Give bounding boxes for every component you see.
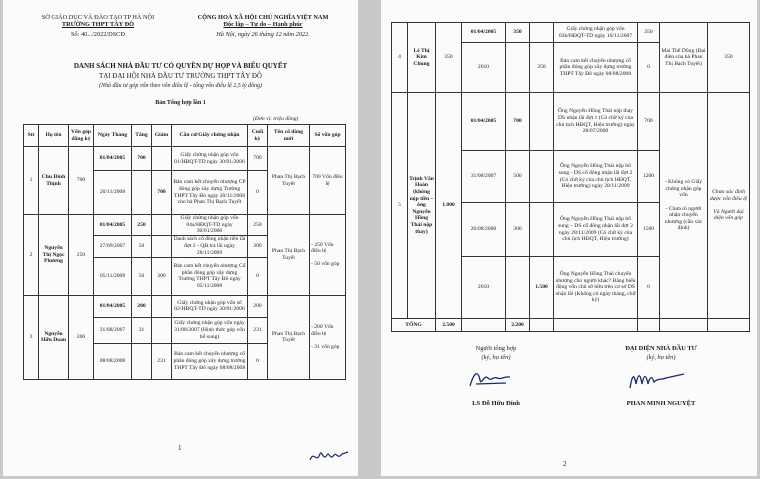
document-page-2: [381, 0, 757, 476]
row-end: 0: [248, 257, 268, 295]
document-number: Số: 40.../2022/DSCĐ: [71, 31, 125, 38]
total-empty: [530, 319, 554, 332]
col-header: Cuối kỳ: [248, 125, 268, 147]
department-name: SỞ GIÁO DỤC VÀ ĐÀO TẠO TP HÀ NỘI: [41, 14, 155, 21]
row-amount: 350: [708, 23, 750, 93]
page-number: 2: [563, 460, 567, 468]
row-registered: 700: [69, 147, 94, 215]
row-basis: Giấy chứng nhận góp vốn 04a/HĐQT-TD ngày 30/01/2006: [172, 215, 248, 236]
row-end: 700: [248, 147, 268, 171]
page-number: 1: [178, 444, 182, 452]
row-end: 350: [638, 23, 660, 43]
row-name: Nguyễn Hữu Doan: [39, 295, 69, 379]
row-name: Trịnh Văn Hoàn (không nộp tiền – ông Nguyễn Hồng Thái nộp thay): [408, 93, 436, 319]
table-row: [24, 215, 346, 236]
row-date: 01/04/2005: [94, 295, 132, 317]
table-title: Bản Tổng hợp lần 1: [155, 100, 206, 106]
row-increase: 500: [506, 151, 530, 203]
shareholder-table-p2: [391, 22, 750, 332]
row-increase: [132, 343, 152, 379]
row-date: 2010: [462, 257, 506, 319]
row-decrease: [152, 215, 172, 236]
row-new-holder: Phan Thị Bạch Tuyết: [268, 295, 310, 379]
row-amount: - 200 Vốn điều lệ - 31 vốn góp: [310, 295, 346, 379]
row-date: 01/04/2005: [462, 93, 506, 151]
document-page-1: [3, 0, 358, 476]
col-header: Tăng: [132, 125, 152, 147]
row-basis: Giấy chứng nhận góp vốn số 02/HĐQT-TD ngày 30/01/2006: [172, 295, 248, 317]
row-increase: [506, 43, 530, 93]
total-increase: 2.200: [506, 319, 530, 332]
row-amount: 700 Vốn điều lệ: [310, 147, 346, 215]
row-increase: 31: [132, 317, 152, 343]
total-empty: [660, 319, 708, 332]
row-stt: 1: [24, 147, 39, 215]
row-increase: 700: [506, 93, 530, 151]
total-row: [392, 319, 750, 332]
row-name: Lê Thị Kim Chung: [408, 23, 436, 93]
initial-signature-icon: [308, 446, 350, 466]
row-basis: Danh sách cổ đông nhận tiền lãi đợt 2 - QĐ trả lãi ngày 28/11/2009: [172, 235, 248, 257]
row-new-holder: - Không có Giấy chứng nhận góp vốn - Chưa rõ người nhận chuyển nhượng (cần xác định): [660, 93, 708, 319]
row-registered: 1.000: [436, 93, 462, 319]
row-end: 1500: [638, 203, 660, 257]
row-name: Nguyễn Thị Ngọc Phương: [39, 215, 69, 296]
row-stt: 3: [24, 295, 39, 379]
signature-left-icon: [466, 366, 516, 392]
row-stt: 4: [392, 23, 408, 93]
row-end: 0: [248, 171, 268, 215]
row-increase: 700: [132, 147, 152, 171]
signer-left-name: LS Đỗ Hữu Đính: [472, 400, 520, 407]
row-registered: 250: [69, 215, 94, 296]
row-date: 20/08/2008: [462, 203, 506, 257]
table-row: [24, 295, 346, 317]
col-header: Stt: [24, 125, 39, 147]
col-header: Tên cổ đông mới: [268, 125, 310, 147]
row-date: 2010: [462, 43, 506, 93]
row-decrease: 700: [152, 171, 172, 215]
row-decrease: [530, 203, 554, 257]
col-header: Vốn góp đăng ký: [69, 125, 94, 147]
row-decrease: 300: [152, 257, 172, 295]
row-basis: Ông Nguyễn Hồng Thái chuyển nhượng cho người khác? Bảng biến động vốn chủ sở hữu trên cơ sở DS nhận lãi (Không có ngày tháng, chữ ký): [554, 257, 638, 319]
row-end: 0: [638, 43, 660, 93]
table-header-row: [24, 125, 346, 147]
header-right: [178, 14, 348, 38]
row-end: 0: [638, 257, 660, 319]
row-basis: Giấy chứng nhận góp vốn ngày 31/08/2007 (Hình thức góp vốn bổ sung): [172, 317, 248, 343]
row-date: 01/04/2005: [94, 215, 132, 236]
row-end: 0: [248, 343, 268, 379]
row-date: 05/11/2008: [94, 257, 132, 295]
row-increase: 50: [132, 257, 152, 295]
total-empty: [554, 319, 638, 332]
row-basis: Bản cam kết chuyển nhượng cổ phần đóng góp xây dựng trường THPT Tây Đô ngày 08/08/2008: [172, 343, 248, 379]
col-header: Họ tên: [39, 125, 69, 147]
row-decrease: [152, 295, 172, 317]
total-registered: 2.500: [436, 319, 462, 332]
row-basis: Giấy chứng nhận góp vốn 03b/HĐQT-TD ngày 10/11/2007: [554, 23, 638, 43]
row-decrease: [530, 151, 554, 203]
row-basis: Giấy chứng nhận góp vốn 01/HĐQT-TD ngày 30/01/2006: [172, 147, 248, 171]
row-new-holder: Mai Thế Dũng (Đại diện của bà Phan Thị Bạch Tuyết): [660, 23, 708, 93]
row-end: 700: [638, 93, 660, 151]
row-date: 08/08/2008: [94, 343, 132, 379]
row-decrease: [152, 147, 172, 171]
row-new-holder: Phan Thị Bạch Tuyết: [268, 147, 310, 215]
row-basis: Bản cam kết chuyển nhượng Cổ phần đóng góp xây dựng Trường THPT Tây Đô ngày 05/11/2008: [172, 257, 248, 295]
row-basis: Ông Nguyễn Hồng Thái nộp thay DS nhận lãi đợt 1 (Có chữ ký của chủ tịch HĐQT, Hiệu trưởng) ngày 28/07/2008: [554, 93, 638, 151]
signature-right-icon: [626, 366, 690, 394]
signer-right-note: (ký, họ tên): [646, 354, 676, 361]
header-left: [23, 14, 173, 38]
document-date: Hà Nội, ngày 26 tháng 12 năm 2022.: [216, 31, 310, 38]
signer-right-role: ĐẠI DIỆN NHÀ ĐẦU TƯ: [625, 345, 697, 352]
row-stt: 2: [24, 215, 39, 296]
country-name: CỘNG HOÀ XÃ HỘI CHỦ NGHĨA VIỆT NAM: [197, 14, 329, 21]
row-amount: Chưa xác định được vốn điều lệ Và Người đại diện vốn góp: [708, 93, 750, 319]
row-end: 200: [248, 295, 268, 317]
row-end: 1200: [638, 151, 660, 203]
signer-right-name: PHAN MINH NGUYỆT: [626, 400, 696, 407]
row-decrease: 231: [152, 343, 172, 379]
school-name: TRƯỜNG THPT TÂY ĐÔ: [61, 21, 135, 28]
row-increase: 50: [132, 235, 152, 257]
table-row: [392, 23, 750, 43]
signer-left-role: Người tổng hợp: [475, 345, 517, 352]
row-date: 01/04/2005: [462, 23, 506, 43]
row-increase: [132, 171, 152, 215]
row-amount: - 250 Vốn điều lệ - 50 vốn góp: [310, 215, 346, 296]
total-label: TỔNG: [392, 319, 436, 332]
row-decrease: [152, 235, 172, 257]
row-basis: Bản cam kết chuyển nhượng CP đóng góp xây dựng Trường THPT Tây Đô ngày 20/11/2008 cho bà Phan Thị Bạch Tuyết: [172, 171, 248, 215]
row-stt: 5: [392, 93, 408, 319]
motto: Độc lập – Tự do – Hạnh phúc: [223, 21, 303, 28]
row-increase: 250: [132, 215, 152, 236]
row-increase: 200: [132, 295, 152, 317]
document-title-line2: TẠI ĐẠI HỘI NHÀ ĐẦU TƯ TRƯỜNG THPT TÂY ĐÔ: [99, 72, 262, 80]
signer-left-note: (ký, họ tên): [481, 354, 511, 361]
table-row: [24, 147, 346, 171]
row-end: 300: [248, 235, 268, 257]
row-basis: Ông Nguyễn Hồng Thái nộp bổ sung - DS cổ đông nhận lãi đợt 2 (Có chữ ký của chủ tịch HĐQT, Hiệu trưởng) ngày 28/11/2009: [554, 151, 638, 203]
row-decrease: [152, 317, 172, 343]
table-row: [392, 93, 750, 151]
row-decrease: [530, 93, 554, 151]
row-date: 20/11/2008: [94, 171, 132, 215]
total-empty: [708, 319, 750, 332]
row-decrease: [530, 23, 554, 43]
col-header: Số vốn góp: [310, 125, 346, 147]
document-subtitle: (Nhà đầu tư góp vốn theo vốn điều lệ - tổng vốn điều lệ 2,5 tỷ đồng): [98, 83, 263, 89]
row-basis: Ông Nguyễn Hồng Thái nộp bổ sung – DS cổ đông nhận lãi đợt 2 ngày 28/11/2009 (Có chữ ký của chủ tịch HĐQT, Hiệu trưởng): [554, 203, 638, 257]
row-decrease: 1.500: [530, 257, 554, 319]
unit-note: (Đơn vị: triệu đồng): [253, 116, 299, 122]
row-date: 31/08/2007: [462, 151, 506, 203]
row-end: 231: [248, 317, 268, 343]
row-increase: 350: [506, 23, 530, 43]
document-title-line1: DANH SÁCH NHÀ ĐẦU TƯ CÓ QUYỀN DỰ HỌP VÀ BIỂU QUYẾT: [73, 62, 288, 70]
row-basis: Bản cam kết chuyển nhượng cổ phần đóng góp xây dựng trường THPT Tây Đô ngày 08/08/2008: [554, 43, 638, 93]
col-header: Giảm: [152, 125, 172, 147]
row-registered: 350: [436, 23, 462, 93]
total-empty: [638, 319, 660, 332]
row-date: 31/08/2007: [94, 317, 132, 343]
row-new-holder: Phan Thị Bạch Tuyết: [268, 215, 310, 296]
col-header: Ngày Tháng: [94, 125, 132, 147]
row-registered: 200: [69, 295, 94, 379]
shareholder-table-p1: [23, 124, 346, 380]
row-increase: [506, 257, 530, 319]
row-decrease: 350: [530, 43, 554, 93]
row-increase: 300: [506, 203, 530, 257]
row-date: 27/09/2007: [94, 235, 132, 257]
row-end: 250: [248, 215, 268, 236]
row-name: Chu Đình Thịnh: [39, 147, 69, 215]
col-header: Căn cứ/Giấy chứng nhận: [172, 125, 248, 147]
row-date: 01/04/2005: [94, 147, 132, 171]
total-empty: [462, 319, 506, 332]
